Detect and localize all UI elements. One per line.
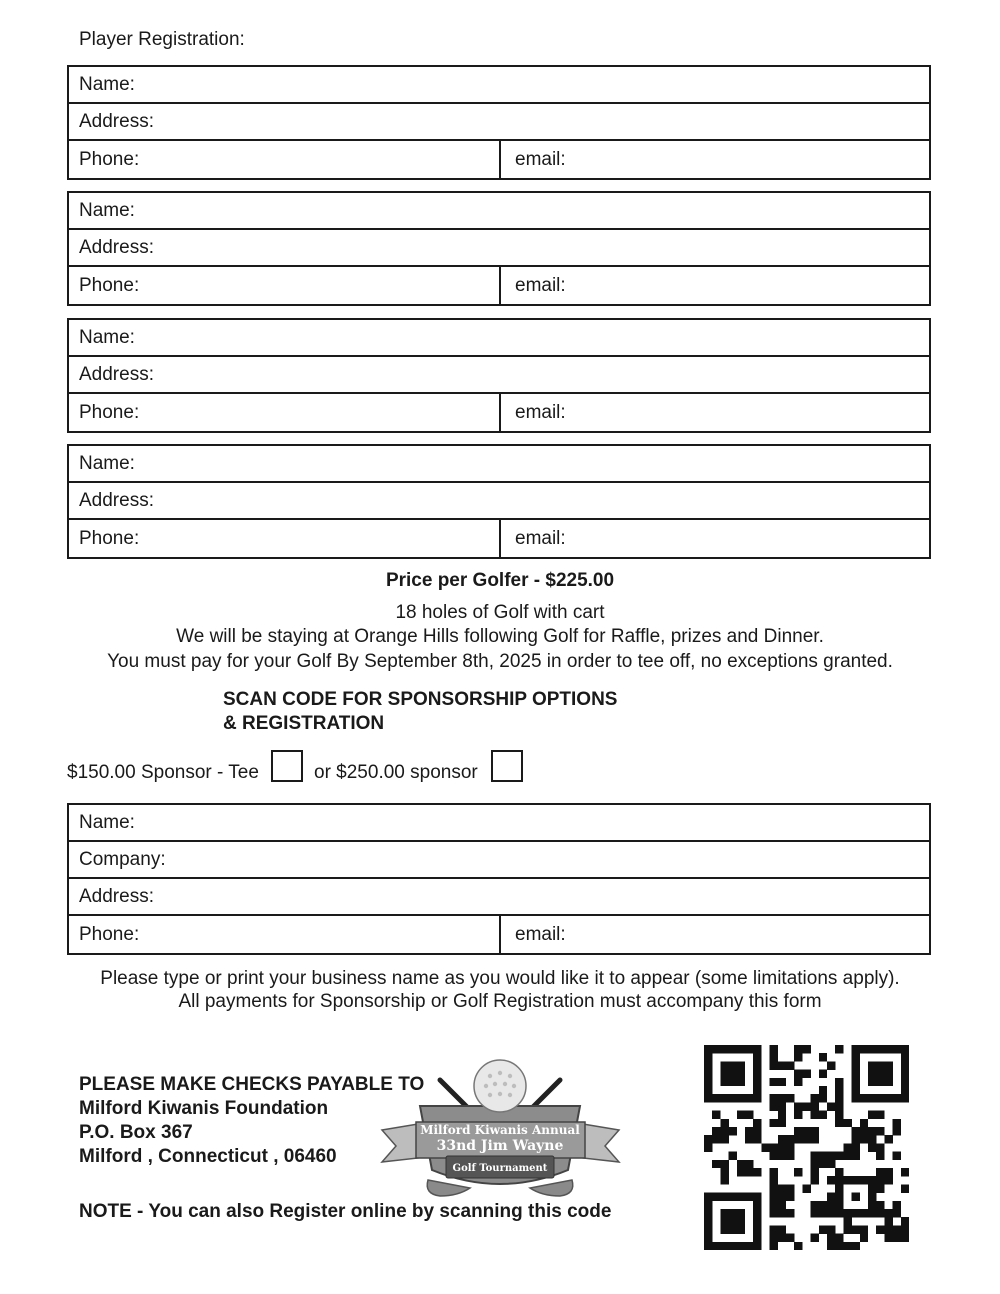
sponsor-form [67, 803, 931, 955]
sponsor-option-tee-label: $150.00 Sponsor - Tee [67, 762, 259, 783]
player-phone-field[interactable] [69, 267, 501, 304]
sponsor-phone-label: Phone: [79, 923, 140, 945]
player-name-row[interactable] [69, 446, 929, 483]
sponsor-250-checkbox[interactable] [491, 750, 523, 782]
player-contact-row [69, 267, 929, 304]
player-address-row[interactable] [69, 483, 929, 520]
player-name-label: Name: [79, 199, 135, 221]
sponsor-option-250-label: or $250.00 sponsor [314, 762, 478, 783]
logo-line-1: Milford Kiwanis Annual [420, 1123, 580, 1137]
player-form [67, 444, 931, 559]
sponsor-name-row[interactable] [69, 805, 929, 842]
payto-box: P.O. Box 367 [79, 1122, 193, 1143]
player-address-label: Address: [79, 236, 154, 258]
logo-line-3: Golf Tournament [452, 1163, 548, 1174]
sponsor-email-label: email: [515, 923, 566, 945]
sponsor-contact-row [69, 916, 929, 953]
player-email-label: email: [515, 527, 566, 549]
section-title: Player Registration: [79, 29, 245, 50]
player-name-row[interactable] [69, 320, 929, 357]
player-email-label: email: [515, 401, 566, 423]
pricing-line-2: We will be staying at Orange Hills following Golf for Raffle, prizes and Dinner. [176, 626, 824, 647]
sponsor-tee-checkbox[interactable] [271, 750, 303, 782]
player-name-row[interactable] [69, 67, 929, 104]
player-email-field[interactable] [501, 394, 929, 431]
player-address-row[interactable] [69, 357, 929, 394]
player-contact-row [69, 141, 929, 178]
payto-city: Milford , Connecticut , 06460 [79, 1146, 337, 1167]
player-phone-field[interactable] [69, 520, 501, 557]
player-phone-label: Phone: [79, 527, 140, 549]
player-email-field[interactable] [501, 267, 929, 304]
payto-block [79, 1073, 424, 1169]
sponsor-address-row[interactable] [69, 879, 929, 916]
sponsor-address-label: Address: [79, 885, 154, 907]
player-address-label: Address: [79, 489, 154, 511]
scan-line-1: SCAN CODE FOR SPONSORSHIP OPTIONS [223, 689, 618, 710]
player-contact-row [69, 520, 929, 557]
price-per-golfer: Price per Golfer - $225.00 [385, 570, 615, 591]
player-address-label: Address: [79, 110, 154, 132]
player-phone-label: Phone: [79, 274, 140, 296]
qr-code[interactable] [704, 1044, 909, 1251]
sponsor-company-label: Company: [79, 848, 166, 870]
player-email-label: email: [515, 274, 566, 296]
sponsor-phone-field[interactable] [69, 916, 501, 953]
notes-line-2: All payments for Sponsorship or Golf Registration must accompany this form [178, 991, 822, 1012]
player-phone-field[interactable] [69, 141, 501, 178]
player-form [67, 318, 931, 433]
note-register-online: NOTE - You can also Register online by scanning this code [79, 1201, 612, 1222]
player-email-label: email: [515, 148, 566, 170]
player-email-field[interactable] [501, 520, 929, 557]
player-name-row[interactable] [69, 193, 929, 230]
sponsor-name-label: Name: [79, 811, 135, 833]
logo-line-2: 33nd Jim Wayne [436, 1138, 564, 1154]
scan-heading [223, 688, 617, 736]
player-contact-row [69, 394, 929, 431]
player-name-label: Name: [79, 326, 135, 348]
sponsor-company-row[interactable] [69, 842, 929, 879]
player-address-row[interactable] [69, 104, 929, 141]
sponsor-email-field[interactable] [501, 916, 929, 953]
player-address-label: Address: [79, 363, 154, 385]
player-phone-field[interactable] [69, 394, 501, 431]
player-phone-label: Phone: [79, 148, 140, 170]
notes-line-1: Please type or print your business name as you would like it to appear (some limitations apply). [100, 968, 900, 989]
player-form [67, 65, 931, 180]
payto-org: Milford Kiwanis Foundation [79, 1098, 329, 1119]
pricing-line-1: 18 holes of Golf with cart [395, 602, 605, 623]
player-address-row[interactable] [69, 230, 929, 267]
player-name-label: Name: [79, 73, 135, 95]
player-email-field[interactable] [501, 141, 929, 178]
player-name-label: Name: [79, 452, 135, 474]
scan-line-2: & REGISTRATION [223, 713, 385, 734]
player-form [67, 191, 931, 306]
payto-heading: PLEASE MAKE CHECKS PAYABLE TO [79, 1074, 425, 1095]
pricing-line-3: You must pay for your Golf By September 8th, 2025 in order to tee off, no exceptions granted. [107, 651, 893, 672]
tournament-logo [378, 1058, 623, 1204]
player-phone-label: Phone: [79, 401, 140, 423]
